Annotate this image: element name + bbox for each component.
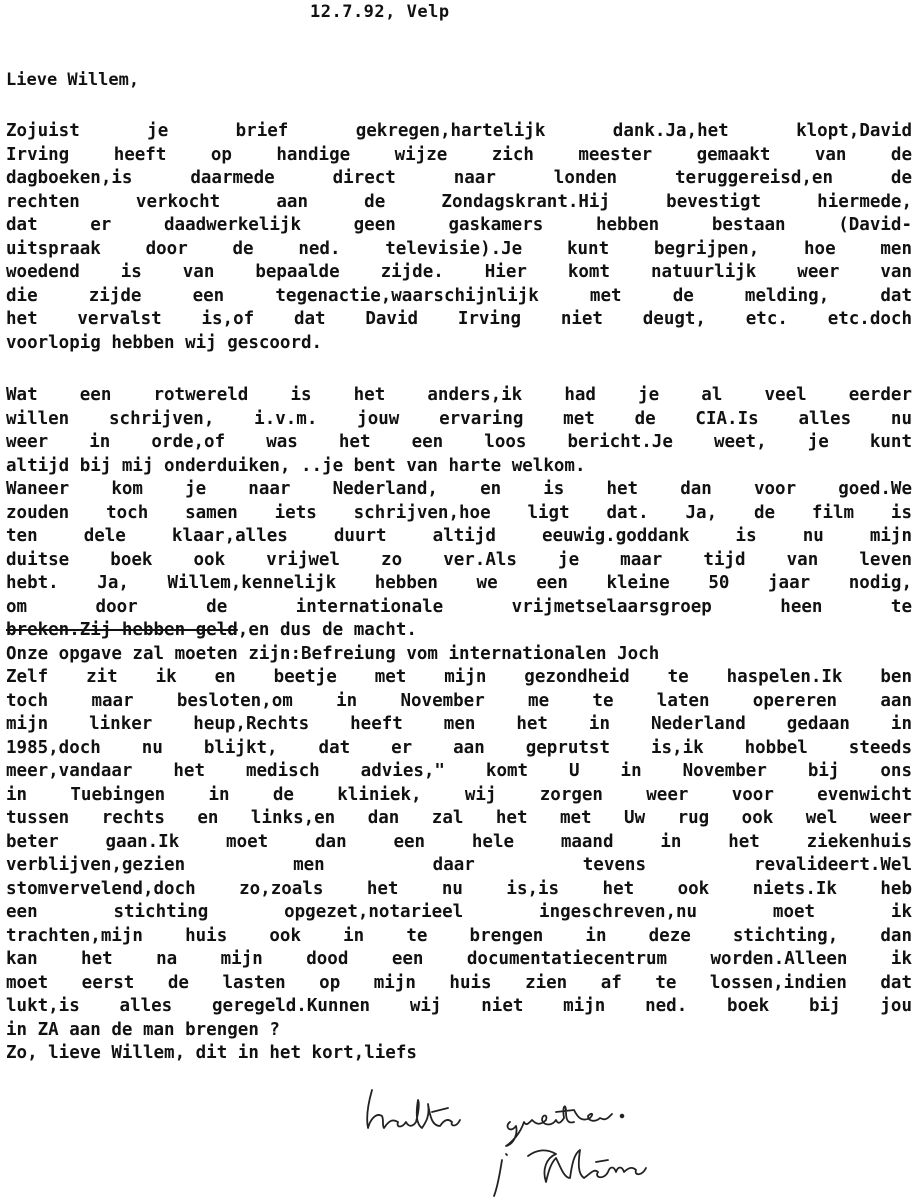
text-line: dat er daadwerkelijk geen gaskamers hebben bestaan (David-	[6, 215, 912, 235]
paragraph-2	[6, 384, 912, 1066]
letter-date: 12.7.92, Velp	[310, 2, 450, 22]
text-line: om door de internationale vrijmetselaarsgroep heen te	[6, 596, 912, 617]
text-line: moet eerst de lasten op mijn huis zien af te lossen,indien dat	[6, 972, 912, 993]
text-line: meer,vandaar het medisch advies," komt U in November bij ons	[6, 761, 912, 781]
text-line: altijd bij mij onderduiken, ..je bent van harte welkom.	[6, 455, 586, 476]
struck-text-line	[6, 619, 912, 643]
text-line: 1985,doch nu blijkt, dat er aan geprutst is,ik hobbel steeds	[6, 737, 912, 758]
text-line: Zelf zit ik en beetje met mijn gezondheid te haspelen.Ik ben	[6, 667, 912, 687]
text-line: Onze opgave zal moeten zijn:Befreiung vom internationalen Joch	[6, 643, 660, 664]
text-line: Waneer kom je naar Nederland, en is het dan voor goed.We	[6, 479, 912, 499]
text-line: stomvervelend,doch zo,zoals het nu is,is het ook niets.Ik heb	[6, 878, 912, 899]
text-line: verblijven,gezien men daar tevens revalideert.Wel	[6, 855, 912, 875]
text-line: toch maar besloten,om in November me te laten opereren aan	[6, 690, 912, 711]
text-line: Irving heeft op handige wijze zich meester gemaakt van de	[6, 144, 912, 165]
text-line: beter gaan.Ik moet dan een hele maand in het ziekenhuis	[6, 831, 912, 852]
text-line: in Tuebingen in de kliniek, wij zorgen weer voor evenwicht	[6, 784, 912, 805]
closing-line: Zo, lieve Willem, dit in het kort,liefs	[6, 1043, 417, 1063]
text-line: voorlopig hebben wij gescoord.	[6, 332, 323, 353]
text-line: het vervalst is,of dat David Irving niet deugt, etc. etc.doch	[6, 309, 912, 329]
signature-drawing	[360, 1082, 740, 1200]
text-line: hebt. Ja, Willem,kennelijk hebben we een kleine 50 jaar nodig,	[6, 573, 912, 593]
struck-out-text: breken.Zij hebben geld	[6, 620, 238, 640]
text-line: trachten,mijn huis ook in te brengen in deze stichting, dan	[6, 925, 912, 946]
text-line: woedend is van bepaalde zijde. Hier komt natuurlijk weer van	[6, 262, 912, 282]
text-line: een stichting opgezet,notarieel ingeschreven,nu moet ik	[6, 902, 912, 922]
text-line: kan het na mijn dood een documentatiecentrum worden.Alleen ik	[6, 949, 912, 969]
text-line: rechten verkocht aan de Zondagskrant.Hij bevestigt hiermede,	[6, 191, 912, 212]
struck-line-remainder: ,en dus de macht.	[237, 620, 417, 640]
text-line: Wat een rotwereld is het anders,ik had je al veel eerder	[6, 385, 912, 405]
text-line: duitse boek ook vrijwel zo ver.Als je maar tijd van leven	[6, 549, 912, 570]
text-line: in ZA aan de man brengen ?	[6, 1019, 280, 1040]
text-line: mijn linker heup,Rechts heeft men het in Nederland gedaan in	[6, 714, 912, 734]
text-line: weer in orde,of was het een loos bericht.Je weet, je kunt	[6, 432, 912, 452]
text-line: uitspraak door de ned. televisie).Je kunt begrijpen, hoe men	[6, 238, 912, 259]
text-line: lukt,is alles geregeld.Kunnen wij niet mijn ned. boek bij jou	[6, 996, 912, 1016]
salutation: Lieve Willem,	[6, 70, 140, 90]
text-line: willen schrijven, i.v.m. jouw ervaring met de CIA.Is alles nu	[6, 408, 912, 429]
text-line: zouden toch samen iets schrijven,hoe ligt dat. Ja, de film is	[6, 502, 912, 523]
text-line: ten dele klaar,alles duurt altijd eeuwig.goddank is nu mijn	[6, 526, 912, 546]
paragraph-1	[6, 120, 912, 355]
text-line: dagboeken,is daarmede direct naar londen teruggereisd,en de	[6, 168, 912, 188]
text-line: Zojuist je brief gekregen,hartelijk dank.Ja,het klopt,David	[6, 121, 912, 141]
text-line: die zijde een tegenactie,waarschijnlijk met de melding, dat	[6, 285, 912, 306]
handwritten-signature	[360, 1082, 740, 1200]
text-line: tussen rechts en links,en dan zal het met Uw rug ook wel weer	[6, 808, 912, 828]
